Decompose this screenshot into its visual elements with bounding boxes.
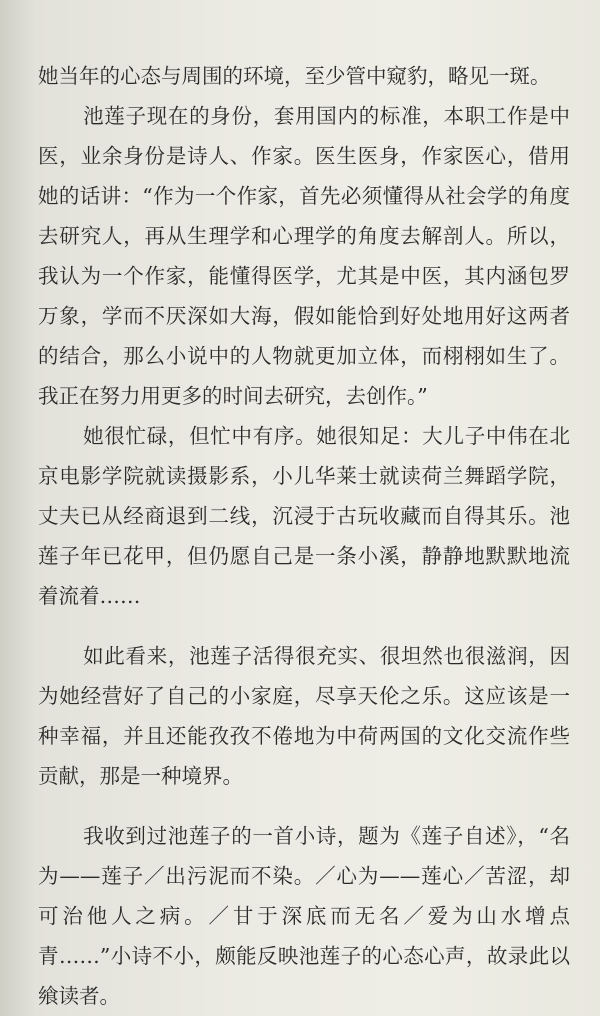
paragraph-4: 如此看来，池莲子活得很充实、很坦然也很滋润，因为她经营好了自己的小家庭，尽享天伦之乐。这应该是一种幸福，并且还能孜孜不倦地为中荷两国的文化交流作些贡献，那是一种境界。 [38, 644, 570, 788]
paragraph-5: 我收到过池莲子的一首小诗，题为《莲子自述》，“名为——莲子／出污泥而不染。／心为——莲心／苦涩，却可治他人之病。／甘于深底而无名／爱为山水增点青……”小诗不小，颇能反映池莲子的心态心声，故录此以飨读者。 [38, 824, 570, 1008]
paragraph-2: 池莲子现在的身份，套用国内的标准，本职工作是中医，业余身份是诗人、作家。医生医身，作家医心，借用她的话讲：“作为一个作家，首先必须懂得从社会学的角度去研究人，再从生理学和心理学的角度去解剖人。所以，我认为一个作家，能懂得医学，尤其是中医，其内涵包罗万象，学而不厌深如大海，假如能恰到好处地用好这两者的结合，那么小说中的人物就更加立体，而栩栩如生了。我正在努力用更多的时间去研究，去创作。” [38, 104, 570, 408]
paragraph-1: 她当年的心态与周围的环境，至少管中窥豹，略见一斑。 [38, 64, 551, 88]
document-page [38, 56, 570, 1016]
paragraph-3: 她很忙碌，但忙中有序。她很知足：大儿子中伟在北京电影学院就读摄影系，小儿华莱士就读荷兰舞蹈学院，丈夫已从经商退到二线，沉浸于古玩收藏而自得其乐。池莲子年已花甲，但仍愿自己是一条小溪，静静地默默地流着流着…… [38, 424, 570, 608]
